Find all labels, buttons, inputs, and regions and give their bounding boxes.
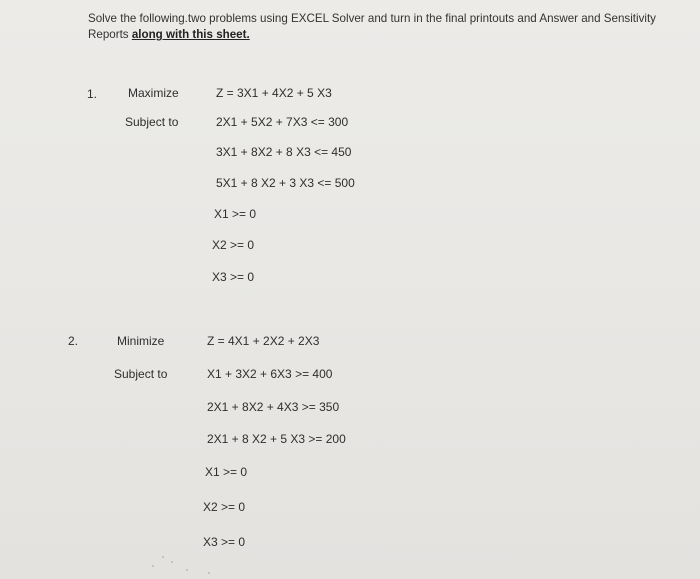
constraint: 2X1 + 8X2 + 4X3 >= 350 (207, 400, 340, 414)
objective-label: Minimize (117, 334, 165, 348)
paper-speck (171, 561, 173, 563)
paper-speck (208, 572, 210, 574)
constraint: 2X1 + 8 X2 + 5 X3 >= 200 (207, 432, 346, 446)
instructions-text: Solve the following.two problems using EXCEL Solver and turn in the final printouts and Answer and Sensitivity Reports (88, 12, 656, 41)
instructions (88, 11, 658, 43)
constraint: X1 + 3X2 + 6X3 >= 400 (207, 367, 333, 381)
subject-to-label: Subject to (114, 367, 168, 381)
problem-number: 2. (68, 334, 79, 348)
paper-speck (162, 556, 164, 558)
objective-function: Z = 4X1 + 2X2 + 2X3 (207, 334, 320, 348)
objective-label: Maximize (128, 86, 179, 100)
constraint: 3X1 + 8X2 + 8 X3 <= 450 (216, 145, 352, 159)
constraint: X1 >= 0 (205, 465, 248, 479)
constraint: 2X1 + 5X2 + 7X3 <= 300 (216, 115, 349, 129)
problem-number: 1. (87, 87, 98, 101)
constraint: X2 >= 0 (203, 500, 246, 514)
instructions-emphasis: along with this sheet. (131, 28, 250, 41)
constraint: X3 >= 0 (212, 270, 255, 284)
subject-to-label: Subject to (125, 115, 179, 129)
constraint: 5X1 + 8 X2 + 3 X3 <= 500 (216, 176, 355, 190)
objective-function: Z = 3X1 + 4X2 + 5 X3 (216, 86, 332, 100)
constraint: X2 >= 0 (212, 238, 255, 252)
paper-speck (186, 569, 188, 571)
constraint: X3 >= 0 (203, 535, 246, 549)
constraint: X1 >= 0 (214, 207, 257, 221)
paper-speck (152, 565, 154, 567)
